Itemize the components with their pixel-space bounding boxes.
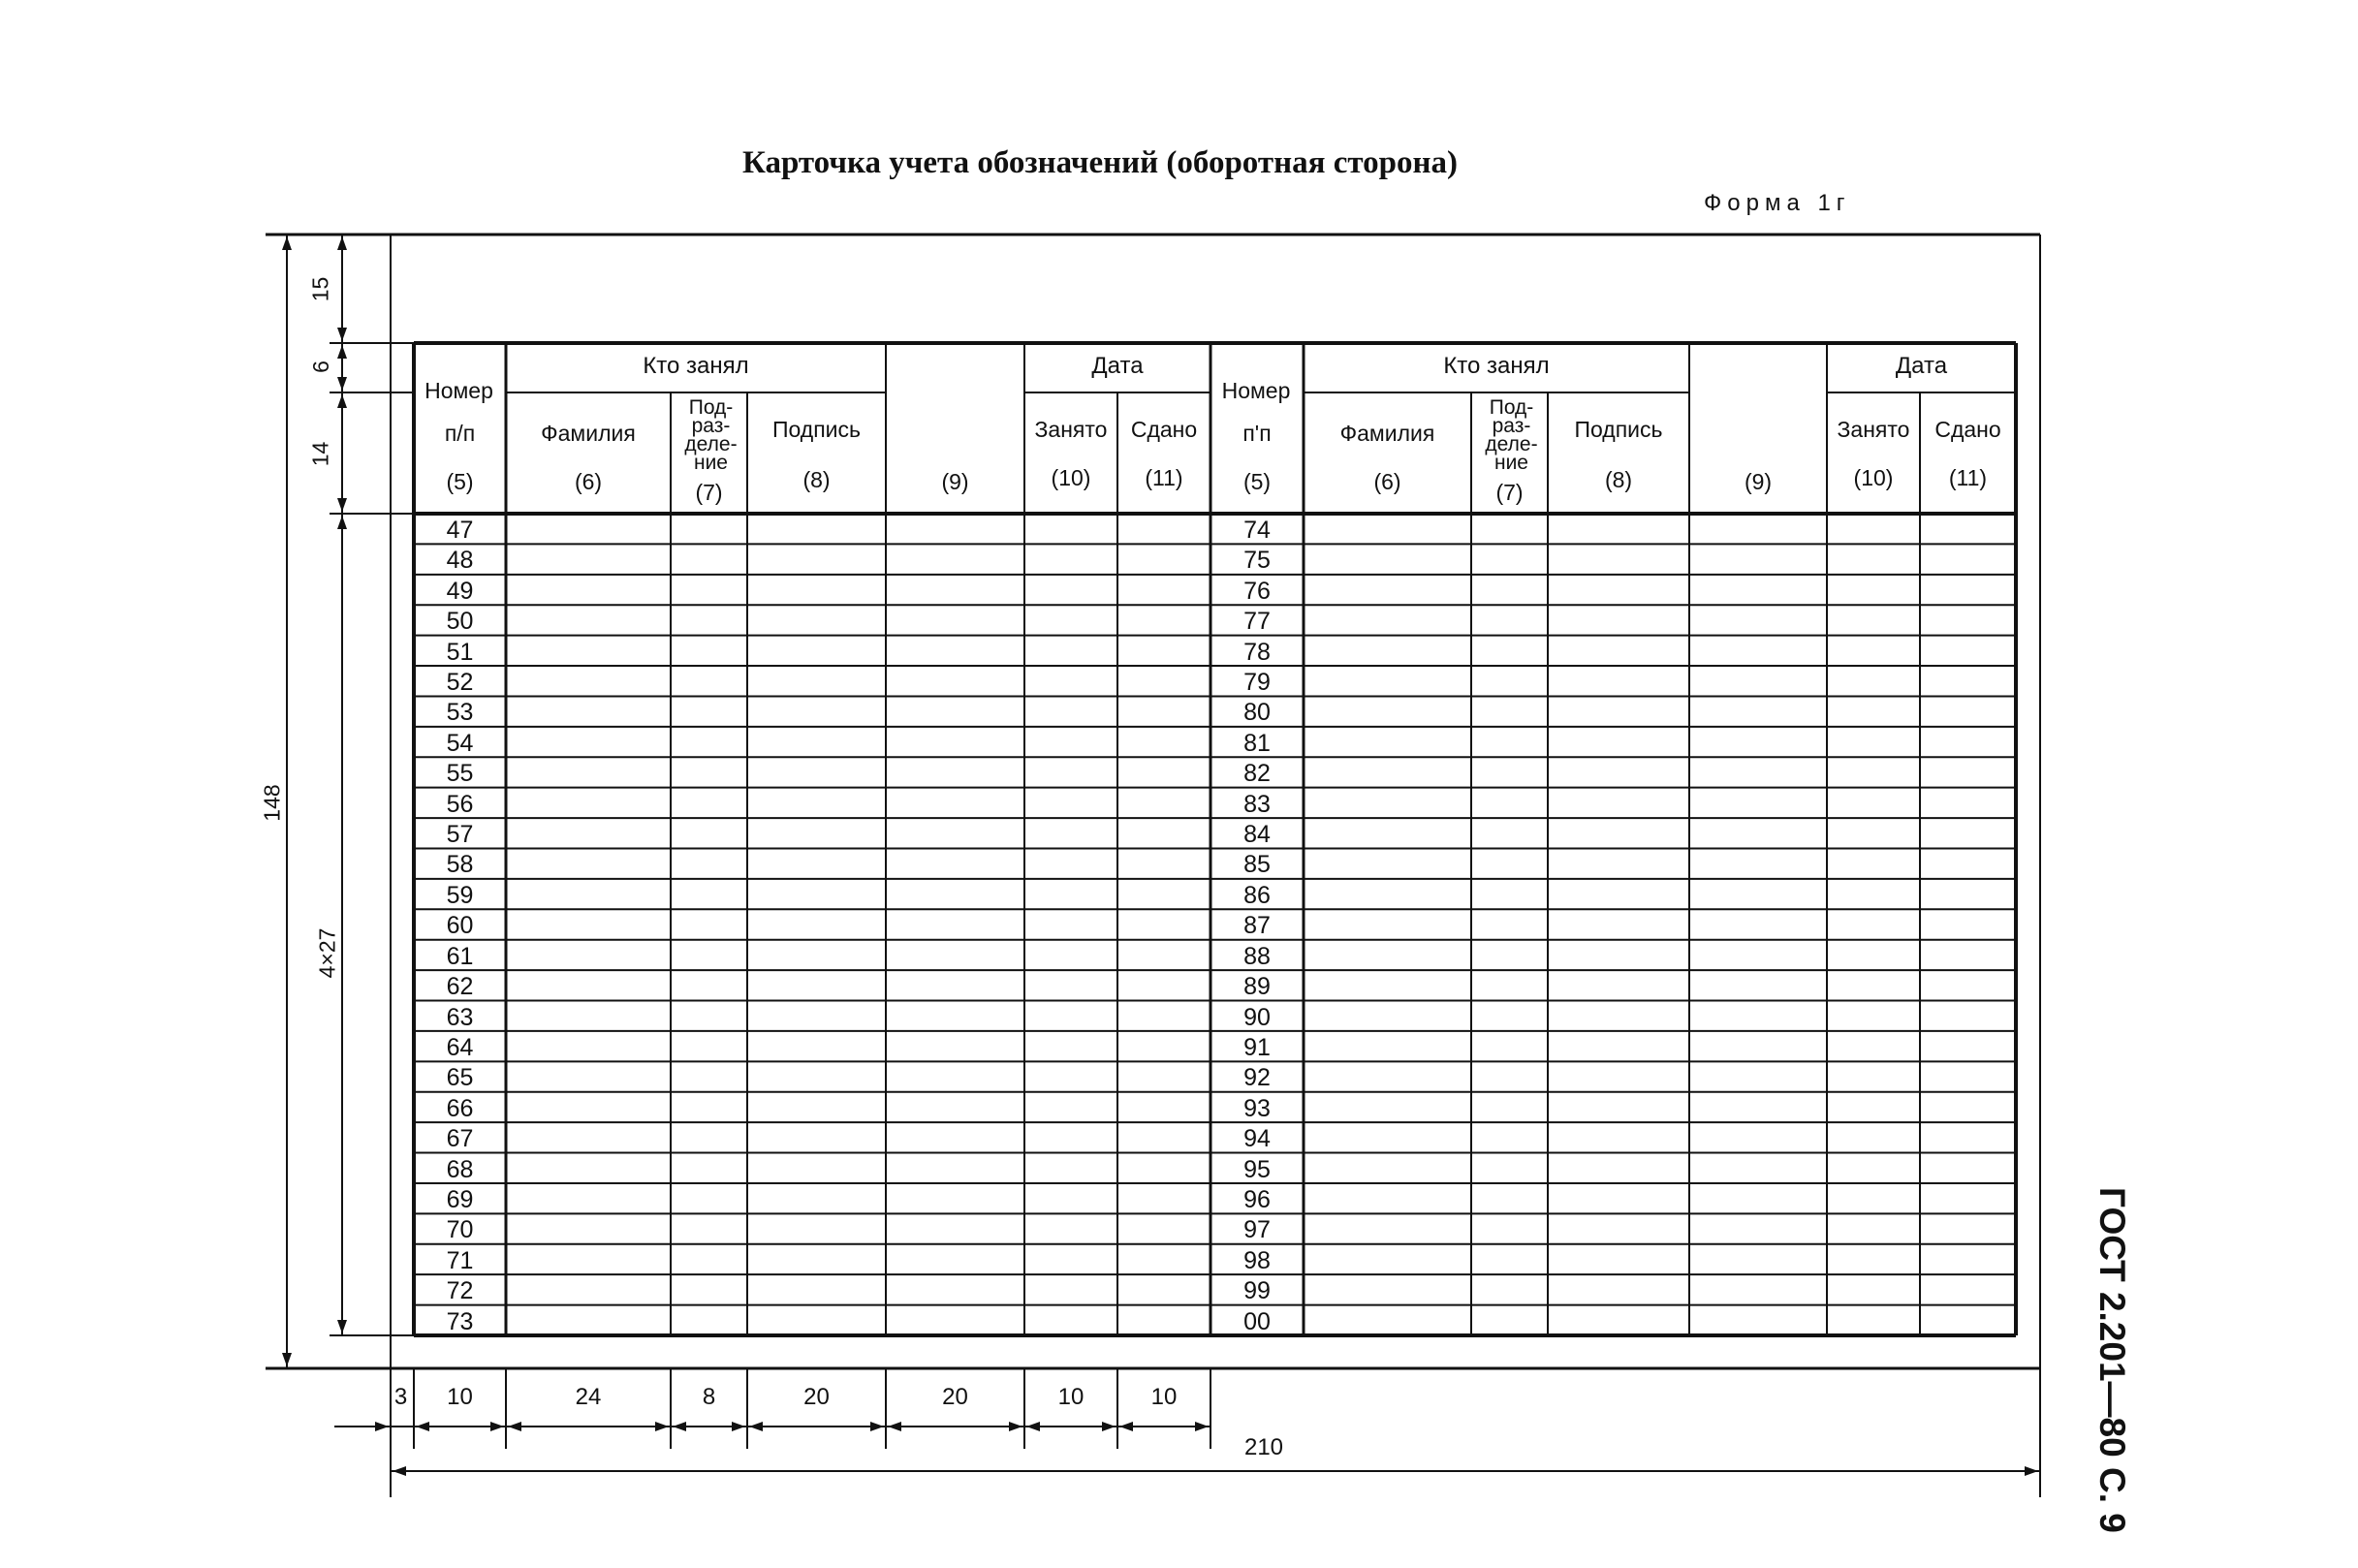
header-index: (6) bbox=[574, 469, 603, 494]
dimension-arrow bbox=[375, 1422, 389, 1431]
dimension-arrow bbox=[508, 1422, 521, 1431]
dimension-column-width: 10 bbox=[1150, 1384, 1178, 1410]
dimension-arrow bbox=[337, 516, 347, 529]
dimension-arrow bbox=[870, 1422, 884, 1431]
row-number: 55 bbox=[446, 760, 474, 788]
dimension-arrow bbox=[416, 1422, 429, 1431]
row-number: 71 bbox=[446, 1246, 474, 1274]
row-number: 78 bbox=[1243, 638, 1271, 666]
row-number: 67 bbox=[446, 1125, 474, 1153]
row-number: 76 bbox=[1243, 577, 1271, 605]
header-signature: Подпись bbox=[1574, 417, 1663, 442]
row-number: 58 bbox=[446, 851, 474, 879]
row-number: 49 bbox=[446, 577, 474, 605]
header-surname: Фамилия bbox=[1339, 421, 1435, 446]
row-number: 54 bbox=[446, 729, 474, 757]
gost-side-label: ГОСТ 2.201—80 С. 9 bbox=[2092, 1187, 2132, 1533]
dimension-column-width: 3 bbox=[393, 1384, 408, 1410]
header-index: (7) bbox=[1495, 480, 1524, 505]
dimension-arrow bbox=[337, 236, 347, 250]
header-number: Номер bbox=[1221, 378, 1291, 403]
dimension-arrow bbox=[337, 377, 347, 391]
dimension-arrow bbox=[749, 1422, 763, 1431]
dimension-column-width: 10 bbox=[1057, 1384, 1085, 1410]
row-number: 82 bbox=[1243, 760, 1271, 788]
dimension-rows: 4×27 bbox=[314, 927, 340, 979]
row-number: 98 bbox=[1243, 1246, 1271, 1274]
row-number: 96 bbox=[1243, 1185, 1271, 1213]
header-surname: Фамилия bbox=[541, 421, 636, 446]
header-index: (7) bbox=[695, 480, 723, 505]
dimension-column-width: 20 bbox=[942, 1384, 968, 1410]
row-number: 89 bbox=[1243, 973, 1271, 1001]
header-taken: Занято bbox=[1837, 417, 1910, 442]
row-number: 66 bbox=[446, 1094, 474, 1122]
header-division: ние bbox=[693, 452, 728, 474]
header-division: раз- bbox=[1492, 415, 1531, 437]
dimension-arrow bbox=[337, 345, 347, 359]
dimension-arrow bbox=[337, 498, 347, 512]
dimension-arrow bbox=[337, 394, 347, 408]
row-number: 51 bbox=[446, 638, 474, 666]
row-number: 87 bbox=[1243, 912, 1271, 940]
dimension-arrow bbox=[673, 1422, 686, 1431]
row-number: 61 bbox=[446, 942, 474, 970]
header-who: Кто занял bbox=[643, 353, 749, 379]
header-signature: Подпись bbox=[771, 417, 862, 442]
row-number: 62 bbox=[446, 973, 474, 1001]
dimension-arrow bbox=[282, 236, 292, 250]
header-index: (5) bbox=[446, 469, 474, 494]
row-number: 47 bbox=[446, 517, 474, 544]
dimension-total-height: 148 bbox=[259, 784, 285, 822]
header-number-sub: п'п bbox=[1242, 421, 1272, 446]
dimension-column-width: 20 bbox=[803, 1384, 830, 1410]
header-returned: Сдано bbox=[1130, 417, 1198, 442]
row-number: 83 bbox=[1243, 790, 1271, 818]
dimension-arrow bbox=[655, 1422, 669, 1431]
header-index: (8) bbox=[802, 467, 831, 492]
dimension-arrow bbox=[2025, 1466, 2038, 1476]
header-returned: Сдано bbox=[1934, 417, 2001, 442]
dimension-arrow bbox=[1195, 1422, 1209, 1431]
form-page: Карточка учета обозначений (оборотная сторона) Форма 1г ГОСТ 2.201—80 С. 9 Кто занял Дата Номер п/п Фамилия Под- раз- деле- ние Подпись Занято Сдано (5) (6) (7) (8) (9) (10) (11) Кто занял Дата Номер п'п Фамилия Под- раз- деле- ние Подпись Занято Сдано (5) (6) (7) (8) (9) (10) (11) 47 48 49 50 51 52 53 54 55 56 57 58 59 60 61 62 63 64 65 66 67 68 69 70 71 72 73 74 75 76 77 78 79 80 81 82 83 84 85 86 87 88 89 90 91 92 93 94 95 96 97 98 99 00 148 15 6 14 4×27 3 10 24 8 20 20 10 10 210 bbox=[0, 0, 2358, 1568]
header-index: (6) bbox=[1373, 469, 1401, 494]
row-number: 81 bbox=[1243, 729, 1271, 757]
header-index: (10) bbox=[1051, 465, 1091, 490]
header-who: Кто занял bbox=[1443, 353, 1550, 379]
header-division: деле- bbox=[1485, 433, 1538, 455]
row-number: 88 bbox=[1243, 942, 1271, 970]
row-number: 48 bbox=[446, 547, 474, 575]
row-number: 97 bbox=[1243, 1216, 1271, 1244]
row-number: 80 bbox=[1243, 699, 1271, 727]
row-number: 99 bbox=[1243, 1277, 1271, 1305]
row-number: 74 bbox=[1243, 517, 1271, 544]
dimension-arrow bbox=[393, 1466, 406, 1476]
row-number: 91 bbox=[1243, 1033, 1271, 1061]
header-index: (11) bbox=[1948, 465, 1988, 490]
header-date: Дата bbox=[1895, 353, 1948, 379]
dimension-column-width: 24 bbox=[575, 1384, 602, 1410]
header-index: (9) bbox=[941, 469, 969, 494]
header-number-sub: п/п bbox=[444, 421, 476, 446]
row-number: 50 bbox=[446, 608, 474, 636]
dimension-arrow bbox=[490, 1422, 504, 1431]
row-number: 00 bbox=[1243, 1307, 1271, 1335]
row-number: 60 bbox=[446, 912, 474, 940]
dimension-arrow bbox=[732, 1422, 745, 1431]
header-division: Под- bbox=[1489, 396, 1534, 419]
header-index: (11) bbox=[1145, 465, 1183, 490]
dimension-arrow bbox=[1102, 1422, 1116, 1431]
row-number: 73 bbox=[446, 1307, 474, 1335]
row-number: 52 bbox=[446, 669, 474, 697]
dimension-arrow bbox=[888, 1422, 901, 1431]
dimension-arrow bbox=[1119, 1422, 1133, 1431]
row-number: 57 bbox=[446, 821, 474, 849]
row-number: 72 bbox=[446, 1277, 474, 1305]
row-number: 93 bbox=[1243, 1094, 1271, 1122]
header-index: (10) bbox=[1853, 465, 1894, 490]
dimension-total-width: 210 bbox=[1243, 1434, 1284, 1460]
row-number: 95 bbox=[1243, 1155, 1271, 1183]
row-number: 77 bbox=[1243, 608, 1271, 636]
row-number: 65 bbox=[446, 1064, 474, 1092]
row-number: 68 bbox=[446, 1155, 474, 1183]
header-division: раз- bbox=[691, 415, 731, 437]
row-number: 85 bbox=[1243, 851, 1271, 879]
header-taken: Занято bbox=[1034, 417, 1108, 442]
row-number: 69 bbox=[446, 1185, 474, 1213]
header-division: Под- bbox=[688, 396, 734, 419]
row-number: 75 bbox=[1243, 547, 1271, 575]
dimension-header-sub: 14 bbox=[307, 441, 333, 467]
header-number: Номер bbox=[424, 378, 493, 403]
header-index: (9) bbox=[1744, 469, 1773, 494]
dimension-column-width: 8 bbox=[702, 1384, 716, 1410]
row-number: 53 bbox=[446, 699, 474, 727]
dimension-top-margin: 15 bbox=[307, 276, 333, 302]
row-number: 92 bbox=[1243, 1064, 1271, 1092]
dimension-arrow bbox=[1009, 1422, 1022, 1431]
header-division: деле- bbox=[684, 433, 738, 455]
header-index: (8) bbox=[1604, 467, 1633, 492]
header-division: ние bbox=[1493, 452, 1528, 474]
header-index: (5) bbox=[1242, 469, 1272, 494]
form-label: Форма 1г bbox=[1704, 190, 1851, 216]
dimension-column-width: 10 bbox=[447, 1384, 473, 1410]
row-number: 90 bbox=[1243, 1003, 1271, 1031]
dimension-arrow bbox=[337, 1320, 347, 1333]
dimension-arrow bbox=[337, 328, 347, 341]
row-number: 86 bbox=[1243, 881, 1271, 909]
row-number: 56 bbox=[446, 790, 474, 818]
row-number: 64 bbox=[446, 1033, 474, 1061]
row-number: 79 bbox=[1243, 669, 1271, 697]
dimension-arrow bbox=[282, 1353, 292, 1366]
dimension-arrow bbox=[1026, 1422, 1040, 1431]
row-number: 70 bbox=[446, 1216, 474, 1244]
dimension-header-group: 6 bbox=[307, 361, 333, 373]
row-number: 84 bbox=[1243, 821, 1271, 849]
row-number: 63 bbox=[446, 1003, 474, 1031]
row-number: 94 bbox=[1243, 1125, 1271, 1153]
row-number: 59 bbox=[446, 881, 474, 909]
header-date: Дата bbox=[1091, 353, 1144, 379]
